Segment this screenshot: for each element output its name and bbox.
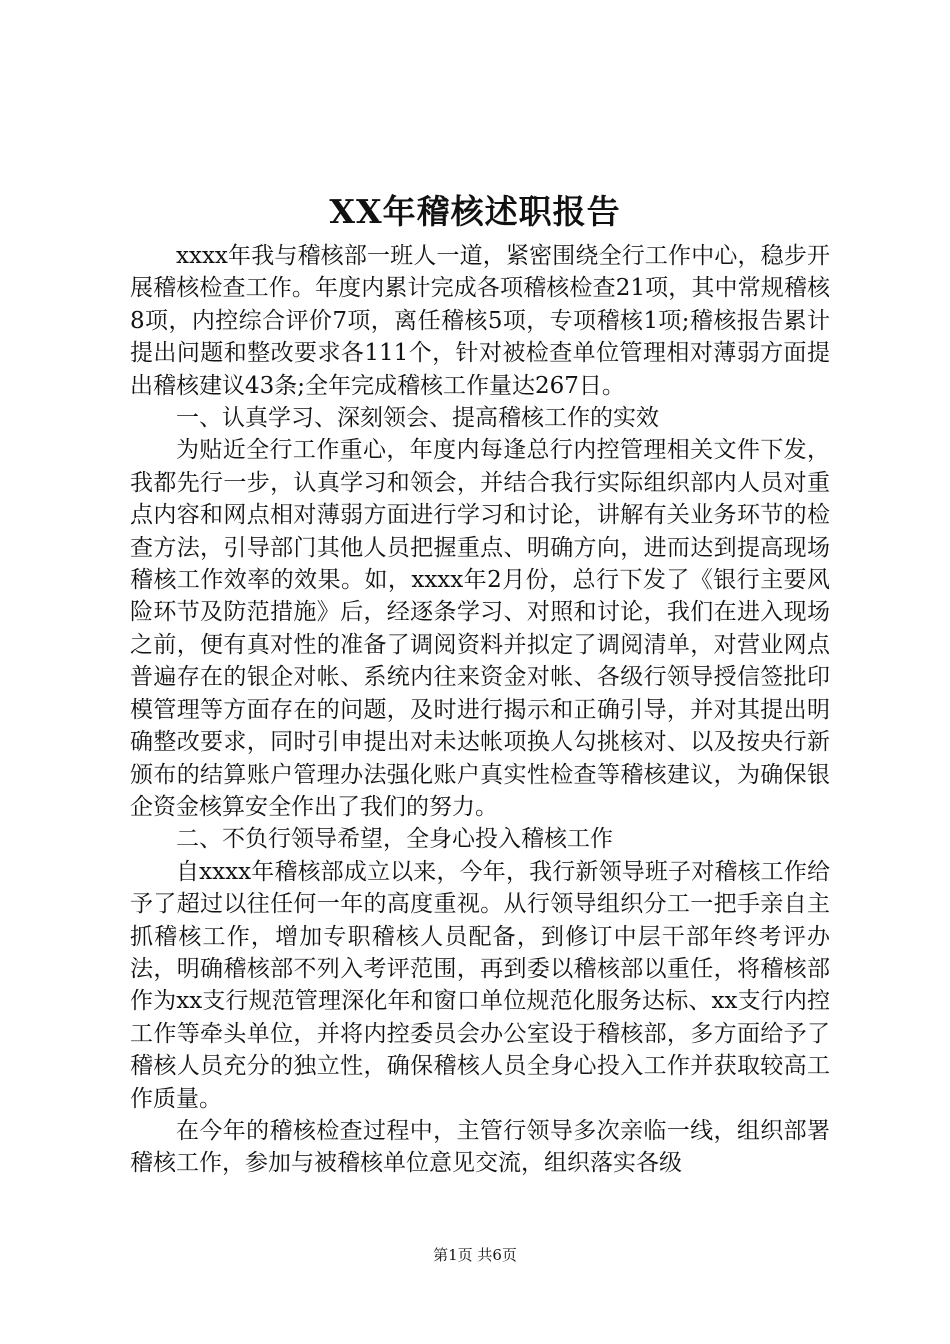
document-body xyxy=(130,240,830,1180)
paragraph-section-2-continued: 在今年的稽核检查过程中，主管行领导多次亲临一线，组织部署稽核工作，参加与被稽核单位意见交流，组织落实各级 xyxy=(130,1117,830,1177)
section-heading-1: 一、认真学习、深刻领会、提高稽核工作的实效 xyxy=(176,405,659,432)
paragraph-intro: xxxx年我与稽核部一班人一道，紧密围绕全行工作中心，稳步开展稽核检查工作。年度内累计完成各项稽核检查21项，其中常规稽核8项，内控综合评价7项，离任稽核5项，专项稽核1项;稽核报告累计提出问题和整改要求各111个，针对被检查单位管理相对薄弱方面提出稽核建议43条;全年完成稽核工作量达267日。 xyxy=(130,243,830,399)
paragraph-section-1: 为贴近全行工作重心，年度内每逢总行内控管理相关文件下发，我都先行一步，认真学习和领会，并结合我行实际组织部内人员对重点内容和网点相对薄弱方面进行学习和讨论，讲解有关业务环节的检查方法，引导部门其他人员把握重点、明确方向，进而达到提高现场稽核工作效率的效果。如，xxxx年2月份，总行下发了《银行主要风险环节及防范措施》后，经逐条学习、对照和讨论，我们在进入现场之前，便有真对性的准备了调阅资料并拟定了调阅清单，对营业网点普遍存在的银企对帐、系统内往来资金对帐、各级行领导授信签批印模管理等方面存在的问题，及时进行揭示和正确引导，并对其提出明确整改要求，同时引申提出对未达帐项换人勾挑核对、以及按央行新颁布的结算账户管理办法强化账户真实性检查等稽核建议，为确保银企资金核算安全作出了我们的努力。 xyxy=(130,437,830,820)
document-title: XX年稽核述职报告 xyxy=(329,192,621,231)
paragraph-section-2: 自xxxx年稽核部成立以来，今年，我行新领导班子对稽核工作给予了超过以往任何一年的高度重视。从行领导组织分工一把手亲自主抓稽核工作，增加专职稽核人员配备，到修订中层干部年终考评办法，明确稽核部不列入考评范围，再到委以稽核部以重任，将稽核部作为xx支行规范管理深化年和窗口单位规范化服务达标、xx支行内控工作等牵头单位，并将内控委员会办公室设于稽核部，多方面给予了稽核人员充分的独立性，确保稽核人员全身心投入工作并获取较高工作质量。 xyxy=(130,858,830,1112)
section-heading-2: 二、不负行领导希望，全身心投入稽核工作 xyxy=(176,826,613,853)
page-footer: 第1页 共6页 xyxy=(433,1246,517,1264)
